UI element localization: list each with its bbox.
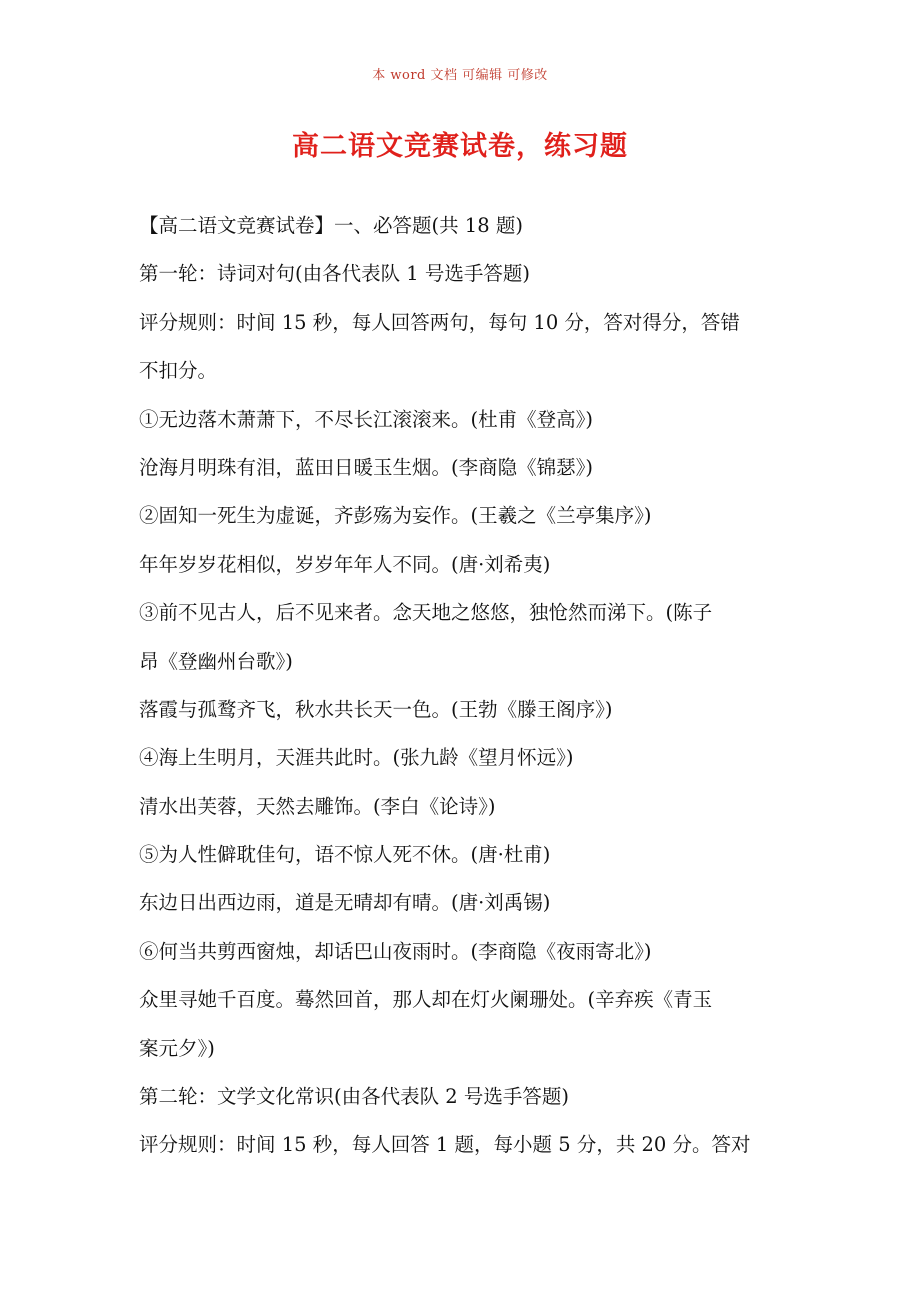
text-line: 【高二语文竞赛试卷】一、必答题(共 18 题) bbox=[139, 214, 523, 237]
text-line: 东边日出西边雨，道是无晴却有晴。(唐·刘禹锡) bbox=[139, 891, 551, 915]
text-line: 昂《登幽州台歌》) bbox=[139, 649, 293, 673]
text-line: 落霞与孤鹜齐飞，秋水共长天一色。(王勃《滕王阁序》) bbox=[139, 697, 613, 721]
text-line: 第一轮：诗词对句(由各代表队 1 号选手答题) bbox=[139, 262, 531, 286]
text-line: 案元夕》) bbox=[139, 1036, 215, 1060]
text-line: 众里寻她千百度。蓦然回首，那人却在灯火阑珊处。(辛弃疾《青玉 bbox=[139, 988, 713, 1012]
header-note: 本 word 文档 可编辑 可修改 bbox=[372, 68, 548, 83]
text-line: 沧海月明珠有泪，蓝田日暖玉生烟。(李商隐《锦瑟》) bbox=[139, 455, 593, 479]
text-line: 评分规则：时间 15 秒，每人回答两句，每句 10 分，答对得分，答错 bbox=[139, 310, 740, 334]
text-line: 评分规则：时间 15 秒，每人回答 1 题，每小题 5 分，共 20 分。答对 bbox=[139, 1133, 751, 1157]
text-line: ③前不见古人，后不见来者。念天地之悠悠，独怆然而涕下。(陈子 bbox=[139, 601, 713, 625]
text-line: ⑤为人性僻耽佳句，语不惊人死不休。(唐·杜甫) bbox=[139, 843, 551, 867]
document-title: 高二语文竞赛试卷，练习题 bbox=[292, 131, 628, 162]
text-line: 年年岁岁花相似，岁岁年年人不同。(唐·刘希夷) bbox=[139, 552, 551, 576]
text-line: 第二轮：文学文化常识(由各代表队 2 号选手答题) bbox=[139, 1085, 570, 1109]
text-line: ①无边落木萧萧下，不尽长江滚滚来。(杜甫《登高》) bbox=[139, 407, 593, 431]
text-line: ④海上生明月，天涯共此时。(张九龄《望月怀远》) bbox=[139, 746, 574, 770]
document-body bbox=[139, 202, 789, 1170]
text-line: 清水出芙蓉，天然去雕饰。(李白《论诗》) bbox=[139, 794, 496, 818]
text-line: ⑥何当共剪西窗烛，却话巴山夜雨时。(李商隐《夜雨寄北》) bbox=[139, 939, 652, 963]
text-line: 不扣分。 bbox=[139, 359, 218, 383]
text-line: ②固知一死生为虚诞，齐彭殇为妄作。(王羲之《兰亭集序》) bbox=[139, 504, 652, 528]
